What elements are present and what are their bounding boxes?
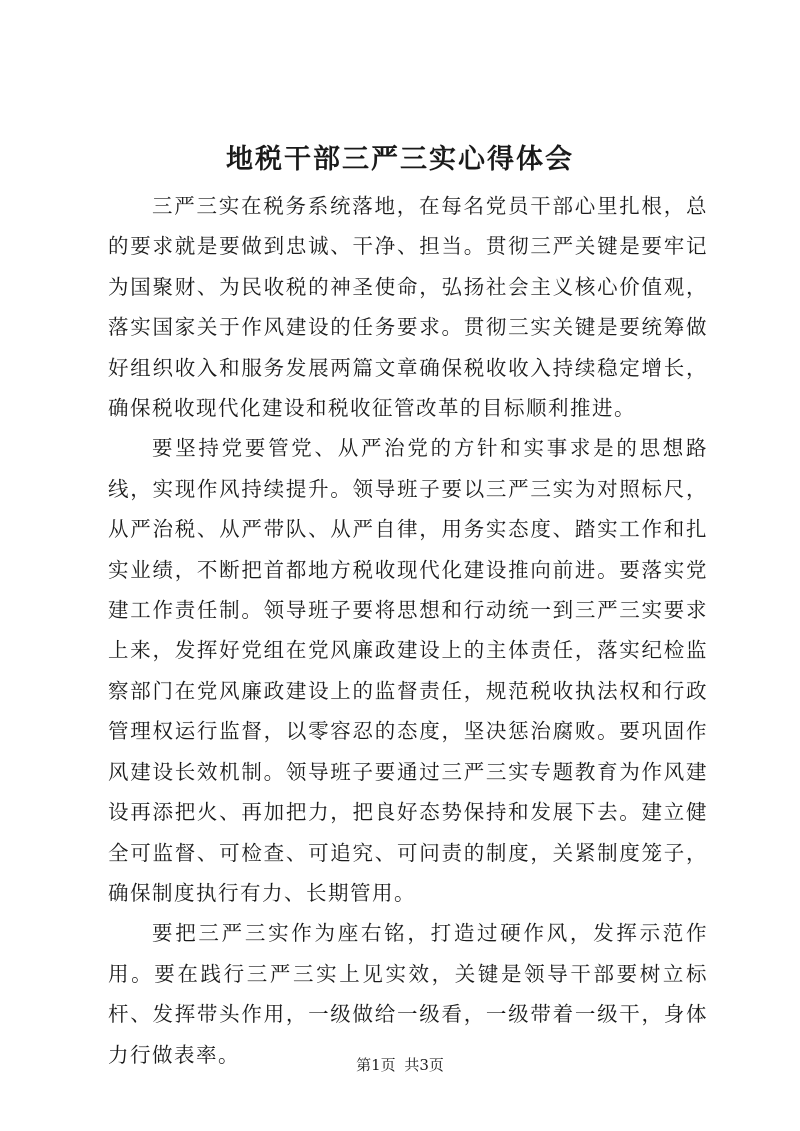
paragraph-1: 三严三实在税务系统落地，在每名党员干部心里扎根，总的要求就是要做到忠诚、干净、担当。贯彻三严关键是要牢记为国聚财、为民收税的神圣使命，弘扬社会主义核心价值观，落实国家关于作风建设的任务要求。贯彻三实关键是要统筹做好组织收入和服务发展两篇文章确保税收收入持续稳定增长，确保税收现代化建设和税收征管改革的目标顺利推进。 — [108, 194, 708, 421]
page-footer — [0, 1054, 800, 1076]
page-number: 第1页 — [356, 1056, 396, 1074]
paragraph-2: 要坚持党要管党、从严治党的方针和实事求是的思想路线，实现作风持续提升。领导班子要以三严三实为对照标尺，从严治税、从严带队、从严自律，用务实态度、踏实工作和扎实业绩，不断把首都地方税收现代化建设推向前进。要落实党建工作责任制。领导班子要将思想和行动统一到三严三实要求上来，发挥好党组在党风廉政建设上的主体责任，落实纪检监察部门在党风廉政建设上的监督责任，规范税收执法权和行政管理权运行监督，以零容忍的态度，坚决惩治腐败。要巩固作风建设长效机制。领导班子要通过三严三实专题教育为作风建设再添把火、再加把力，把良好态势保持和发展下去。建立健全可监督、可检查、可追究、可问责的制度，关紧制度笼子，确保制度执行有力、长期管用。 — [108, 436, 708, 905]
page-total: 共3页 — [404, 1056, 444, 1074]
paragraph-3: 要把三严三实作为座右铭，打造过硬作风，发挥示范作用。要在践行三严三实上见实效，关键是领导干部要树立标杆、发挥带头作用，一级做给一级看，一级带着一级干，身体力行做表率。 — [108, 921, 708, 1067]
document-title: 地税干部三严三实心得体会 — [226, 144, 574, 175]
document-body — [108, 186, 708, 1075]
